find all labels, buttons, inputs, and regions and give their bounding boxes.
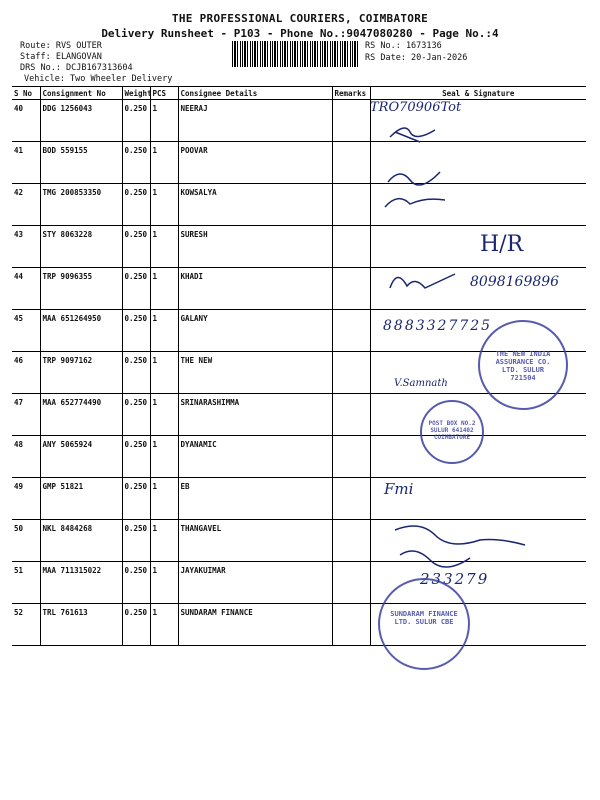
cell-sno: 50 bbox=[12, 520, 40, 562]
drs-number: DRS No.: DCJB167313604 bbox=[20, 63, 133, 73]
cell-pcs: 1 bbox=[150, 520, 178, 562]
col-pcs: PCS bbox=[150, 87, 178, 100]
cell-consignee: POOVAR bbox=[178, 142, 332, 184]
cell-consignee: GALANY bbox=[178, 310, 332, 352]
cell-remarks bbox=[332, 478, 370, 520]
cell-consignee: JAYAKUIMAR bbox=[178, 562, 332, 604]
table-row bbox=[12, 436, 586, 478]
cell-pcs: 1 bbox=[150, 310, 178, 352]
cell-consignment: DDG 1256043 bbox=[40, 100, 122, 142]
cell-consignment: NKL 8484268 bbox=[40, 520, 122, 562]
cell-sno: 44 bbox=[12, 268, 40, 310]
cell-remarks bbox=[332, 520, 370, 562]
table-row bbox=[12, 100, 586, 142]
signature-scribble bbox=[385, 266, 465, 296]
insurance-stamp: THE NEW INDIA ASSURANCE CO. LTD. SULUR 721504 bbox=[478, 320, 568, 410]
staff-label: Staff: ELANGOVAN bbox=[20, 52, 102, 62]
cell-weight: 0.250 bbox=[122, 520, 150, 562]
cell-consignment: BOD 559155 bbox=[40, 142, 122, 184]
company-title: THE PROFESSIONAL COURIERS, COIMBATORE bbox=[171, 12, 429, 25]
phone-handwritten: 8098169896 bbox=[470, 274, 560, 290]
cell-weight: 0.250 bbox=[122, 142, 150, 184]
cell-sno: 51 bbox=[12, 562, 40, 604]
cell-remarks bbox=[332, 310, 370, 352]
cell-consignee: KHADI bbox=[178, 268, 332, 310]
cell-weight: 0.250 bbox=[122, 226, 150, 268]
cell-pcs: 1 bbox=[150, 226, 178, 268]
cell-weight: 0.250 bbox=[122, 562, 150, 604]
route-label: Route: RVS OUTER bbox=[20, 41, 102, 51]
name-handwritten: V.Samnath bbox=[394, 378, 448, 389]
cell-consignment: MAA 651264950 bbox=[40, 310, 122, 352]
cell-weight: 0.250 bbox=[122, 268, 150, 310]
cell-sno: 42 bbox=[12, 184, 40, 226]
cell-consignment: MAA 652774490 bbox=[40, 394, 122, 436]
cell-consignee: SRINARASHIMMA bbox=[178, 394, 332, 436]
cell-sno: 46 bbox=[12, 352, 40, 394]
cell-pcs: 1 bbox=[150, 142, 178, 184]
signature-scribble bbox=[380, 520, 540, 570]
hr-mark: H/R bbox=[480, 232, 524, 257]
cell-sno: 47 bbox=[12, 394, 40, 436]
cell-consignee: EB bbox=[178, 478, 332, 520]
cell-consignment: TRP 9097162 bbox=[40, 352, 122, 394]
cell-consignment: GMP 51821 bbox=[40, 478, 122, 520]
cell-pcs: 1 bbox=[150, 604, 178, 646]
table-row bbox=[12, 478, 586, 520]
cell-consignee: NEERAJ bbox=[178, 100, 332, 142]
table-header-row bbox=[12, 87, 586, 100]
cell-pcs: 1 bbox=[150, 478, 178, 520]
col-consignee: Consignee Details bbox=[178, 87, 332, 100]
phone-handwritten: 8883327725 bbox=[383, 318, 493, 334]
cell-remarks bbox=[332, 142, 370, 184]
col-remarks: Remarks bbox=[332, 87, 370, 100]
finance-stamp: SUNDARAM FINANCE LTD. SULUR CBE bbox=[378, 578, 470, 670]
cell-consignee: SUNDARAM FINANCE bbox=[178, 604, 332, 646]
runsheet-subtitle: Delivery Runsheet - P103 - Phone No.:9047080280 - Page No.:4 bbox=[101, 27, 499, 40]
cell-remarks bbox=[332, 394, 370, 436]
number-handwritten: 233279 bbox=[420, 570, 490, 588]
cell-remarks bbox=[332, 184, 370, 226]
col-seal: Seal & Signature bbox=[370, 87, 586, 100]
cell-consignment: ANY 5065924 bbox=[40, 436, 122, 478]
col-consignment: Consignment No bbox=[40, 87, 122, 100]
cell-consignee: THE NEW bbox=[178, 352, 332, 394]
cell-pcs: 1 bbox=[150, 352, 178, 394]
cell-consignee: DYANAMIC bbox=[178, 436, 332, 478]
cell-consignee: SURESH bbox=[178, 226, 332, 268]
cell-remarks bbox=[332, 268, 370, 310]
cell-consignment: TRL 761613 bbox=[40, 604, 122, 646]
cell-sno: 48 bbox=[12, 436, 40, 478]
cell-pcs: 1 bbox=[150, 394, 178, 436]
cell-weight: 0.250 bbox=[122, 604, 150, 646]
cell-sno: 52 bbox=[12, 604, 40, 646]
cell-remarks bbox=[332, 100, 370, 142]
cell-weight: 0.250 bbox=[122, 100, 150, 142]
signature-scribble bbox=[380, 112, 460, 212]
col-sno: S No bbox=[12, 87, 40, 100]
cell-remarks bbox=[332, 604, 370, 646]
cell-weight: 0.250 bbox=[122, 310, 150, 352]
cell-pcs: 1 bbox=[150, 562, 178, 604]
cell-seal bbox=[370, 226, 586, 268]
cell-consignee: THANGAVEL bbox=[178, 520, 332, 562]
barcode bbox=[232, 41, 360, 67]
handwritten-note: TRO70906Tot bbox=[370, 100, 462, 115]
name-handwritten: Fmi bbox=[384, 480, 414, 498]
cell-remarks bbox=[332, 562, 370, 604]
cell-sno: 40 bbox=[12, 100, 40, 142]
cell-pcs: 1 bbox=[150, 436, 178, 478]
table-row bbox=[12, 184, 586, 226]
cell-sno: 41 bbox=[12, 142, 40, 184]
cell-remarks bbox=[332, 226, 370, 268]
cell-consignment: TMG 200853350 bbox=[40, 184, 122, 226]
cell-pcs: 1 bbox=[150, 100, 178, 142]
cell-weight: 0.250 bbox=[122, 352, 150, 394]
cell-pcs: 1 bbox=[150, 268, 178, 310]
vehicle-label: Vehicle: Two Wheeler Delivery bbox=[24, 74, 173, 84]
cell-sno: 49 bbox=[12, 478, 40, 520]
cell-consignment: MAA 711315022 bbox=[40, 562, 122, 604]
cell-pcs: 1 bbox=[150, 184, 178, 226]
table-row bbox=[12, 604, 586, 646]
cell-consignee: KOWSALYA bbox=[178, 184, 332, 226]
cell-remarks bbox=[332, 436, 370, 478]
cell-weight: 0.250 bbox=[122, 184, 150, 226]
cell-weight: 0.250 bbox=[122, 478, 150, 520]
cell-sno: 43 bbox=[12, 226, 40, 268]
cell-consignment: TRP 9096355 bbox=[40, 268, 122, 310]
rs-number: RS No.: 1673136 bbox=[365, 41, 442, 51]
post-office-stamp: POST BOX NO.2 SULUR 641402 COIMBATORE bbox=[420, 400, 484, 464]
cell-sno: 45 bbox=[12, 310, 40, 352]
cell-weight: 0.250 bbox=[122, 394, 150, 436]
table-row bbox=[12, 142, 586, 184]
col-weight: Weight bbox=[122, 87, 150, 100]
cell-weight: 0.250 bbox=[122, 436, 150, 478]
cell-consignment: STY 8063228 bbox=[40, 226, 122, 268]
cell-remarks bbox=[332, 352, 370, 394]
rs-date: RS Date: 20-Jan-2026 bbox=[365, 53, 468, 63]
